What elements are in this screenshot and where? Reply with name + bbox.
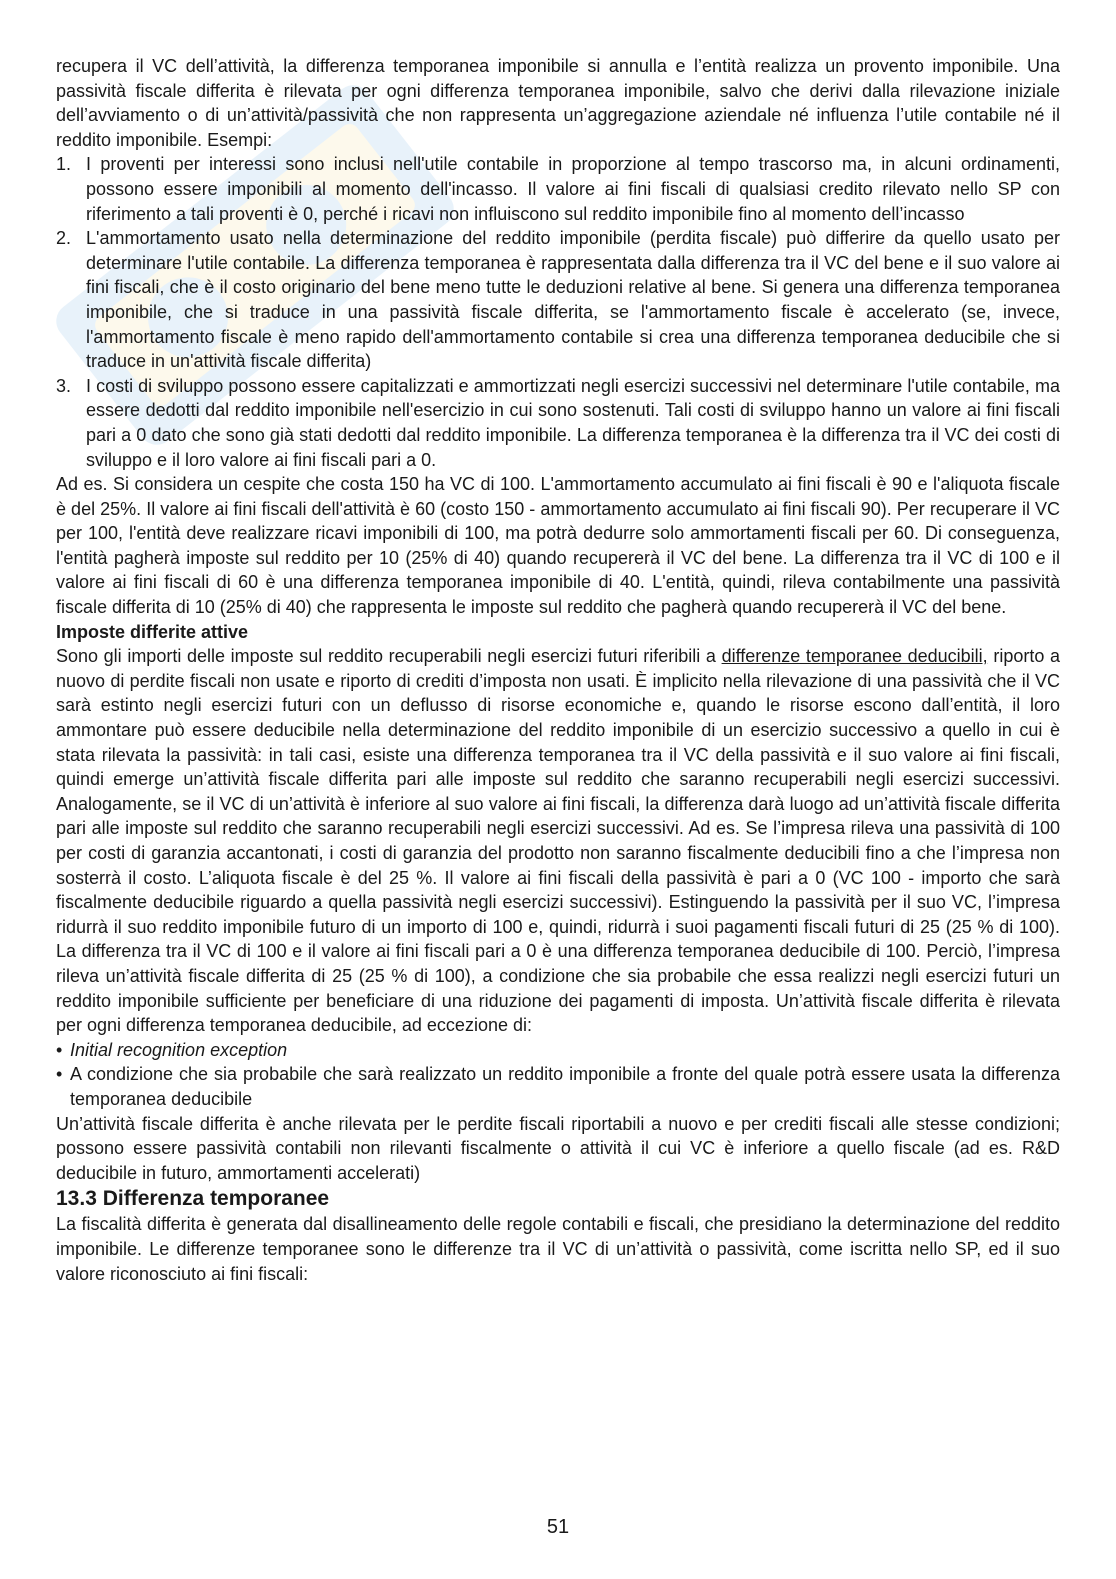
document-page [56, 54, 1060, 1286]
deferred-assets-heading: Imposte differite attive [56, 621, 249, 642]
list-marker: 2. [56, 228, 72, 249]
deferred-assets-text-start: Sono gli importi delle imposte sul reddito recuperabili negli esercizi futuri riferibili a [56, 646, 722, 667]
intro-paragraph: recupera il VC dell’attività, la differenza temporanea imponibile si annulla e l’entità realizza un provento imponibile. Una passività fiscale differita è rilevata per ogni differenza temporanea imponibile, salvo che derivi dalla rilevazione iniziale dell’avviamento o di un’attività/passività che non rappresenta un’aggregazione aziendale né influenza l’utile contabile né il reddito imponibile. Esempi: [56, 56, 1060, 150]
section-heading: 13.3 Differenza temporanee [56, 1187, 330, 1211]
list-item-text: I costi di sviluppo possono essere capitalizzati e ammortizzati negli esercizi successivi nel determinare l'utile contabile, ma essere dedotti dal reddito imponibile nell'esercizio in cui sono sostenuti. Tali costi di sviluppo hanno un valore ai fini fiscali pari a 0 dato che sono già stati dedotti dal reddito imponibile. La differenza temporanea è la differenza tra il VC dei costi di sviluppo e il loro valore ai fini fiscali pari a 0. [86, 375, 1060, 470]
closing-paragraph: Un’attività fiscale differita è anche rilevata per le perdite fiscali riportabili a nuovo e per crediti fiscali alle stesse condizioni; possono essere passività contabili non rilevanti fiscalmente o attività il cui VC è inferiore a quello fiscale (ad es. R&D deducibile in futuro, ammortamenti accelerati) [56, 1113, 1060, 1183]
list-item [56, 152, 1060, 226]
section-paragraph: La fiscalità differita è generata dal disallineamento delle regole contabili e fiscali, che presidiano la determinazione del reddito imponibile. Le differenze temporanee sono le differenze tra il VC di un’attività o passività, come iscritta nello SP, ed il suo valore riconosciuto ai fini fiscali: [56, 1214, 1060, 1284]
page-number: 51 [546, 1516, 570, 1538]
list-item [56, 1062, 1060, 1111]
deferred-assets-paragraph [56, 644, 1060, 1038]
bullet-marker: • [56, 1064, 63, 1085]
list-item [56, 1038, 1060, 1063]
list-item-text: Initial recognition exception [70, 1039, 288, 1060]
list-item-text: I proventi per interessi sono inclusi nell'utile contabile in proporzione al tempo trascorso ma, in alcuni ordinamenti, possono essere imponibili al momento dell'incasso. Il valore ai fini fiscali di qualsiasi credito rilevato nello SP con riferimento a tali proventi è 0, perché i ricavi non influiscono sul reddito imponibile fino al momento dell’incasso [86, 154, 1060, 224]
list-item-text: L'ammortamento usato nella determinazione del reddito imponibile (perdita fiscale) può differire da quello usato per determinare l'utile contabile. La differenza temporanea è rappresentata dalla differenza tra il VC del bene e il suo valore ai fini fiscali, che è il costo originario del bene meno tutte le deduzioni relative al bene. Si genera una differenza temporanea imponibile, che si traduce in una passività fiscale differita, se l'ammortamento fiscale è accelerato (se, invece, l'ammortamento fiscale è meno rapido dell'ammortamento contabile si crea una differenza temporanea deducibile che si traduce in un'attività fiscale differita) [86, 228, 1060, 372]
underlined-term: differenze temporanee deducibili, [721, 646, 988, 667]
list-item [56, 226, 1060, 374]
bullet-marker: • [56, 1039, 63, 1060]
example-paragraph: Ad es. Si considera un cespite che costa 150 ha VC di 100. L'ammortamento accumulato ai fini fiscali è 90 e l'aliquota fiscale è del 25%. Il valore ai fini fiscali dell'attività è 60 (costo 150 - ammortamento accumulato ai fini fiscali 90). Per recuperare il VC per 100, l'entità deve realizzare ricavi imponibili di 100, ma potrà dedurre solo ammortamenti fiscali per 60. Di conseguenza, l'entità pagherà imposte sul reddito per 10 (25% di 40) quando recupererà il VC del bene. La differenza tra il VC di 100 e il valore ai fini fiscali di 60 è una differenza temporanea imponibile di 40. L'entità, quindi, rileva contabilmente una passività fiscale differita di 10 (25% di 40) che rappresenta le imposte sul reddito che pagherà quando recupererà il VC del bene. [56, 474, 1060, 618]
examples-list [56, 152, 1060, 472]
list-marker: 3. [56, 375, 72, 396]
exceptions-list [56, 1038, 1060, 1112]
deferred-assets-text-end: riporto a nuovo di perdite fiscali non usate e riporto di crediti d’imposta non usati. È implicito nella rilevazione di una passività che il VC sarà estinto negli esercizi futuri con un deflusso di risorse economiche e, quando le risorse escono dall’entità, il loro ammontare può essere deducibile nella determinazione del reddito imponibile di un esercizio successivo a quello in cui è stata rilevata la passività: in tali casi, esiste una differenza temporanea tra il VC della passività e il suo valore ai fini fiscali, quindi emerge un’attività fiscale differita pari alle imposte sul reddito che saranno recuperabili negli esercizi successivi. Analogamente, se il VC di un’attività è inferiore al suo valore ai fini fiscali, la differenza darà luogo ad un’attività fiscale differita pari alle imposte sul reddito che saranno recuperabili negli esercizi successivi. Ad es. Se l’impresa rileva una passività di 100 per costi di garanzia accantonati, i costi di garanzia del prodotto non saranno fiscalmente deducibili fino a che l’impresa non sosterrà il costo. L’aliquota fiscale è del 25 %. Il valore ai fini fiscali della passività è pari a 0 (VC 100 - importo che sarà fiscalmente deducibile riguardo a quella passività negli esercizi successivi). Estinguendo la passività per il suo VC, l’impresa ridurrà il suo reddito imponibile futuro di un importo di 100 e, quindi, ridurrà i suoi pagamenti fiscali futuri di 25 (25 % di 100). La differenza tra il VC di 100 e il valore ai fini fiscali pari a 0 è una differenza temporanea deducibile di 100. Perciò, l’impresa rileva un’attività fiscale differita di 25 (25 % di 100), a condizione che sia probabile che essa realizzi negli esercizi futuri un reddito imponibile sufficiente per beneficiare di una riduzione dei pagamenti di imposta. Un’attività fiscale differita è rilevata per ogni differenza temporanea deducibile, ad eccezione di: [56, 646, 1060, 1036]
list-item [56, 374, 1060, 472]
list-marker: 1. [56, 154, 72, 175]
list-item-text: A condizione che sia probabile che sarà realizzato un reddito imponibile a fronte del quale potrà essere usata la differenza temporanea deducibile [70, 1064, 1060, 1109]
